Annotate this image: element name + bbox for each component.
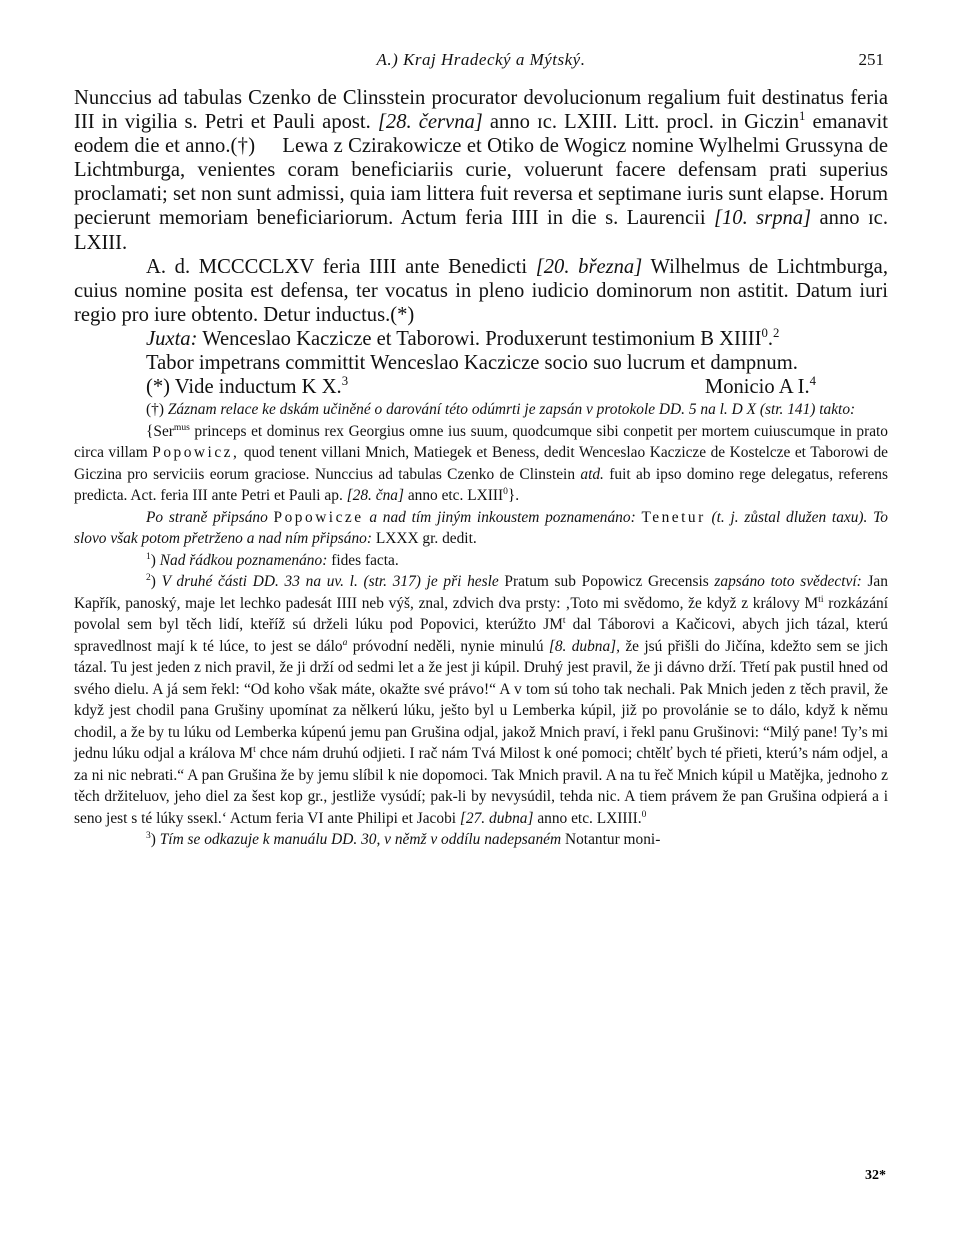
- page: [74, 50, 888, 851]
- footnote-3: $^3$) Tím se odkazuje k manuálu DD. 30, v němž v oddílu nadepsaném Notantur moni-: [146, 830, 661, 849]
- note-margin: Po straně připsáno Popowicze a nad tím jiným inkoustem poznamenáno: Tenetur (t. j. zůstal dlužen taxu). To slovo však potom přetrženo a nad ním připsáno: LXXX gr. dedit.: [74, 508, 888, 548]
- main-text: [74, 86, 888, 399]
- page-number: 251: [858, 50, 884, 69]
- paragraph-2: A. d. MCCCCLXV feria IIII ante Benedicti [20. března] Wilhelmus de Lichtmburga, cuius nomine posita est defensa, ter vocatus in pleno iudicio dominorum non astitit. Datum iuri regio pro iure obtento. Detur inductus.(*): [74, 255, 888, 326]
- note-record: {Ser$^{mus}$ princeps et dominus rex Georgius omne ius suum, quodcumque sibi conpetit per mortem cuiuscumque in prato circa villam Popowicz, quod tenent villani Mnich, Matiegek et Beness, dedit Wenceslao Kaczicze de Kostelcze et Taborowi de Giczina pro serviciis eorum graciose. Nunccius ad tabulas Czenko de Clinstein atd. fuit ab ipso domino rege delegatus, referens predicta. Act. feria III ante Petri et Pauli ap. [28. čna] anno etc. LXIII$^0$}.: [74, 421, 889, 505]
- paragraph-3: Juxta: Wenceslao Kaczicze et Taborowi. Produxerunt testimonium B XIIII$^0$.$^2$: [146, 326, 780, 350]
- vide-note: (*) Vide inductum K X.$^3$: [146, 374, 349, 399]
- notes-section: [74, 399, 888, 851]
- paragraph-5: [74, 375, 888, 399]
- signature-mark: 32*: [865, 1168, 886, 1183]
- header-title: A.) Kraj Hradecký a Mýtský.: [376, 50, 586, 69]
- note-dagger: (†) Záznam relace ke dskám učiněné o darování této odúmrti je zapsán v protokole DD. 5 na l. D X (str. 141) takto:: [146, 401, 856, 419]
- footnote-2: $^2$) V druhé části DD. 33 na uv. l. (str. 317) je při hesle Pratum sub Popowicz Grecensis zapsáno toto svědectví: Jan Kapřík, panoský, maje let lechko padesát IIII neb výš, znal, zdvich dva prsty: ‚Toto mi svědomo, že když z královy $M^{ti}$ rozkázání povolal sem byl těch lidí, kteříž sú drželi lúku pod Popovici, kterúžto $JM^t$ dal Táborovi a Kačicovi, abych jich tázal, kterú spravedlnost mají k té lúce, to jest se dálo$^a$ próvodní neděli, nynie minulú [8. dubna], že jsú přišli do Jičína, kdežto sem se jich tázal. Tu jest jeden z nich pravil, že ji drží od sedmi let a že jest ji kúpil. Druhý jest pravil, že ji dávno drží. Třetí pak pustil hned od svého dielu. A já sem řekl: “Od koho však máte, okažte své právo!“ A v tom sú toho tak nechali. Pak Mnich jeden z těch pravil, že když jest chodil pana Grušiny upomínat za nělkerú lúku, ješto byl u Lemberka kúpil, již po provolánie se to dálo, když k němu chodil, a že by tu lúku od Lemberka kúpenú jemu pan Grušina odjal, jakož Mnich praví, i řekl panu Grušinovi: “Milý pane! Ty’s mi jednu lúku odjal a králova $M^t$ chce nám druhú odjieti. I rač nám Tvá Milost k oné pomoci; chtělť bych té přieti, kterú’s nám odjel, a za ni nic nebrati.“ A pan Grušina že by jemu slíbil k nie dopomoci. Tak Mnich pravil. A na tu řeč Mnich kúpil u Matějka, jednoho z těch držiteluov, jeho diel za šest kop gr., jestliže vysúdí; pak-li by nevysúdil, tehda nic. A tiem právem že pan Grušina odpierá a i seno jest s té lúky sseкl.‘ Actum feria VI ante Philipi et Jacobi [27. dubna] anno etc. LXIIII.$^0$: [74, 572, 888, 827]
- running-header: [74, 50, 888, 82]
- paragraph-4: Tabor impetrans committit Wenceslao Kaczicze socio suo lucrum et dampnum.: [146, 352, 798, 375]
- footnote-1: $^1$) Nad řádkou poznamenáno: fides facta.: [146, 550, 399, 569]
- paragraph-1: Nunccius ad tabulas Czenko de Clinsstein procurator devolucionum regalium fuit destinatus feria III in vigilia s. Petri et Pauli apost. [28. června] anno ɪc. LXIII. Litt. procl. in Giczin$^1$ emanavit eodem die et anno.(†) Lewa z Czirakowicze et Otiko de Wogicz nomine Wylhelmi Grussyna de Lichtmburga, venientes coram beneficiariis curie, voluerunt facere defensam prati superius proclamati; set non sunt admissi, quia iam littera fuit reversa et septimane iuris sunt elapse. Horum pecierunt memoriam beneficiariorum. Actum feria IIII in die s. Laurencii [10. srpna] anno ɪc. LXIII.: [74, 87, 888, 254]
- monicio-note: Monicio A I.$^4$: [704, 374, 816, 399]
